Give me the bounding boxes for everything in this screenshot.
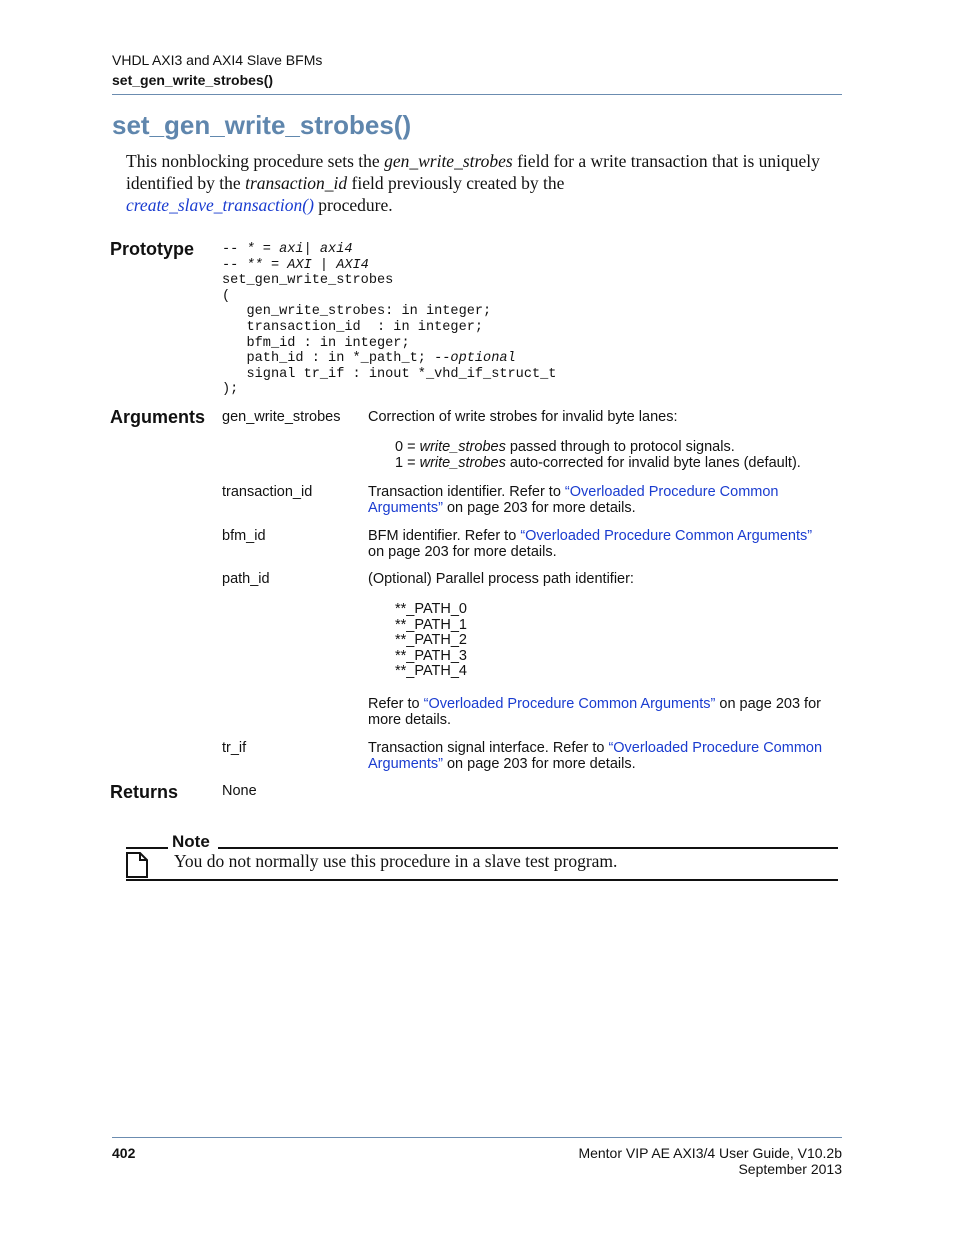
tr-if-tail: on page 203 for more details.: [442, 756, 636, 772]
footer-info: [578, 1145, 842, 1177]
footer-rule: [112, 1137, 842, 1138]
header-rule: [112, 94, 842, 95]
strobe-option-0: [395, 440, 735, 456]
path-id-refer: [368, 696, 860, 728]
strobe-option-1-text: auto-corrected for invalid byte lanes (default).: [505, 455, 801, 471]
bfm-id-ref-link[interactable]: “Overloaded Procedure Common Arguments”: [520, 528, 813, 544]
path-item: **_PATH_3: [395, 647, 467, 664]
prototype-code: [222, 242, 556, 398]
path-item: **_PATH_4: [395, 663, 467, 680]
path-id-tail-2: more details.: [368, 712, 452, 728]
intro-paragraph: [126, 150, 826, 216]
code-param-5: signal tr_if : inout *_vhd_if_struct_t: [222, 366, 557, 382]
arg-name-transaction-id: transaction_id: [222, 484, 313, 500]
running-header-chapter: VHDL AXI3 and AXI4 Slave BFMs: [112, 52, 323, 68]
path-item: **_PATH_1: [395, 616, 467, 633]
code-proc-name: set_gen_write_strobes: [222, 273, 394, 289]
intro-text-3: field previously created by the: [347, 173, 565, 193]
intro-field: gen_write_strobes: [384, 151, 513, 171]
code-param-4: path_id : in *_path_t;: [222, 351, 435, 367]
strobe-option-1-term: write_strobes: [419, 455, 506, 471]
strobe-option-1-prefix: 1 =: [395, 455, 420, 471]
path-list: [395, 602, 467, 680]
page-number: 402: [112, 1145, 136, 1161]
arg-desc-transaction-id: [368, 484, 860, 516]
strobe-option-0-term: write_strobes: [419, 439, 506, 455]
arg-desc-gen-write-strobes: Correction of write strobes for invalid byte lanes:: [368, 409, 678, 425]
note-rule-left: [126, 847, 168, 849]
path-item: **_PATH_0: [395, 601, 467, 617]
code-open-paren: (: [222, 288, 231, 304]
prototype-label: Prototype: [110, 239, 195, 259]
bfm-id-text: BFM identifier. Refer to: [368, 528, 521, 544]
footer-guide-title: Mentor VIP AE AXI3/4 User Guide, V10.2b: [578, 1145, 842, 1161]
arg-name-path-id: path_id: [222, 571, 270, 587]
tr-if-ref-link-b[interactable]: Arguments”: [368, 756, 443, 772]
transaction-id-ref-link-b[interactable]: Arguments”: [368, 500, 443, 516]
transaction-id-ref-link-a[interactable]: “Overloaded Procedure Common: [564, 484, 779, 500]
code-close-paren: );: [222, 382, 239, 398]
path-item: **_PATH_2: [395, 632, 467, 649]
intro-transaction-id: transaction_id: [245, 173, 348, 193]
note-rule-bottom: [126, 879, 838, 881]
strobe-option-0-prefix: 0 =: [395, 439, 420, 455]
arg-name-gen-write-strobes: gen_write_strobes: [222, 409, 341, 425]
tr-if-text: Transaction signal interface. Refer to: [368, 740, 609, 756]
returns-value: None: [222, 783, 257, 799]
path-id-ref-link[interactable]: “Overloaded Procedure Common Arguments”: [423, 696, 716, 712]
tr-if-ref-link-a[interactable]: “Overloaded Procedure Common: [608, 740, 823, 756]
intro-text-1: This nonblocking procedure sets the: [126, 151, 385, 171]
note-text: You do not normally use this procedure in a slave test program.: [174, 851, 618, 871]
intro-text-4: procedure.: [313, 195, 393, 215]
code-comment-2: -- ** = AXI | AXI4: [222, 257, 369, 273]
arg-desc-bfm-id: [368, 528, 860, 560]
arg-desc-tr-if: [368, 740, 860, 772]
arg-name-bfm-id: bfm_id: [222, 528, 266, 544]
footer-date: September 2013: [738, 1161, 842, 1177]
transaction-id-text: Transaction identifier. Refer to: [368, 484, 565, 500]
code-param-3: bfm_id : in integer;: [222, 335, 410, 351]
code-param-1: gen_write_strobes: in integer;: [222, 304, 492, 320]
running-header-section: set_gen_write_strobes(): [112, 72, 274, 88]
code-comment-1: -- * = axi| axi4: [222, 242, 353, 257]
transaction-id-tail: on page 203 for more details.: [442, 500, 636, 516]
page-title: set_gen_write_strobes(): [112, 110, 412, 140]
create-slave-transaction-link[interactable]: create_slave_transaction(): [126, 195, 314, 215]
arg-name-tr-if: tr_if: [222, 740, 247, 756]
note-rule-right: [218, 847, 838, 849]
returns-label: Returns: [110, 782, 179, 802]
bfm-id-tail: on page 203 for more details.: [368, 544, 557, 560]
strobe-option-0-text: passed through to protocol signals.: [505, 439, 735, 455]
arguments-label: Arguments: [110, 407, 206, 427]
arg-desc-path-id: (Optional) Parallel process path identifier:: [368, 571, 634, 587]
strobe-option-1: [395, 456, 801, 472]
path-id-refer-text: Refer to: [368, 696, 424, 712]
note-label: Note: [172, 832, 210, 851]
code-optional-comment: --optional: [434, 351, 516, 367]
intro-text-2: field for a write transaction that is uniquely identified by the: [126, 151, 820, 193]
code-param-2: transaction_id : in integer;: [222, 319, 484, 335]
path-id-tail-1: on page 203 for: [715, 696, 821, 712]
